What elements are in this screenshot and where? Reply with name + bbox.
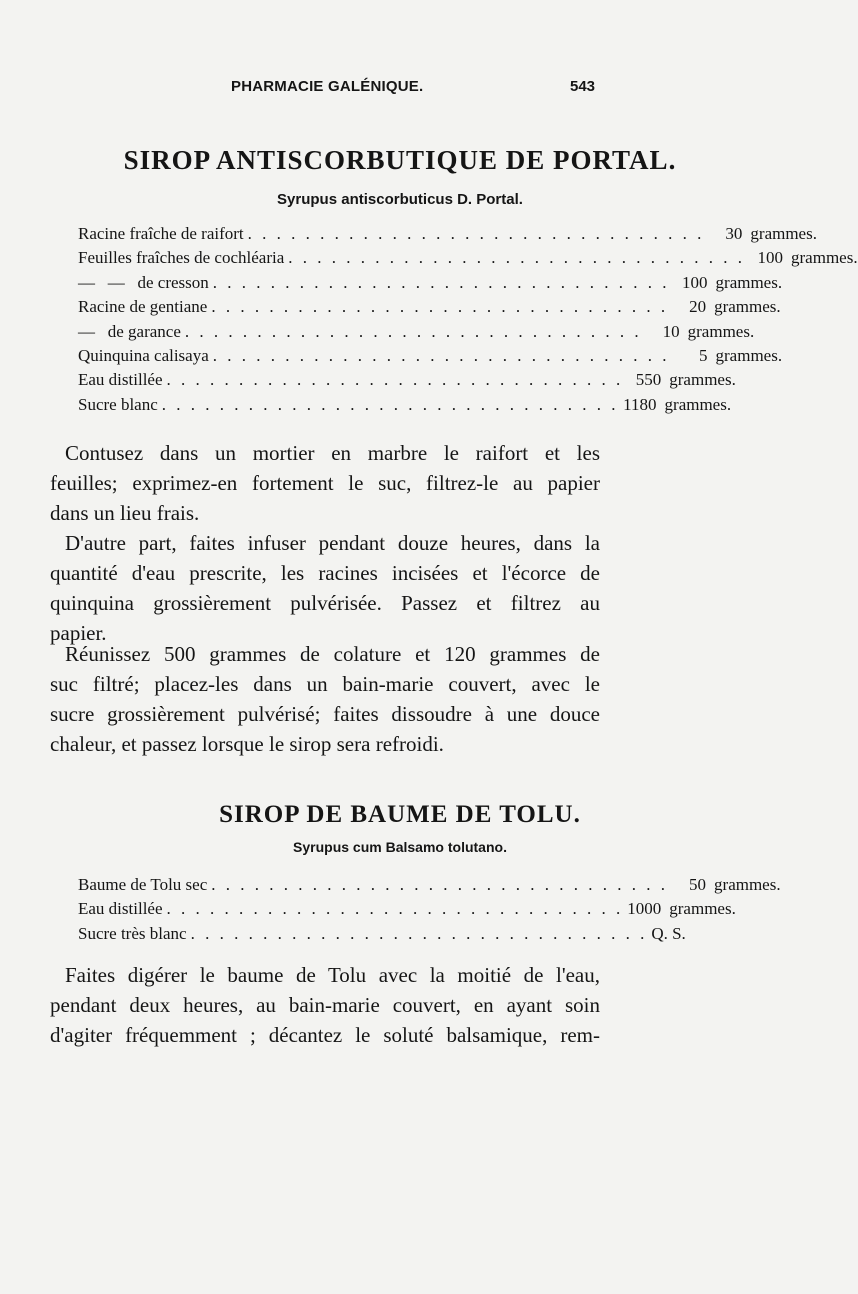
ingredient-unit: grammes. [687,321,755,341]
text-line: quinquina grossièrement pulvérisée. Passez et filtrez au [50,591,600,615]
running-head-title: PHARMACIE GALÉNIQUE. [231,78,424,95]
ingredient-unit: grammes. [715,345,783,365]
section-subtitle-tolu: Syrupus cum Balsamo tolutano. [293,839,507,855]
leader-dots: . . . . . . . . . . . . . . . . . . . . . . . . . . . . . . . . [211,297,669,317]
text-line: Contusez dans un mortier en marbre le raifort et les [65,441,600,465]
ingredient-qty: 5 [699,345,708,365]
ingredient-row [78,368,736,392]
page-number: 543 [570,78,596,95]
text-line: feuilles; exprimez-en fortement le suc, filtrez-le au papier [50,471,600,495]
ingredient-qty: 1000 [627,899,662,919]
ingredient-unit: grammes. [750,224,817,243]
leader-dots: . . . . . . . . . . . . . . . . . . . . . . . . . . . . . . . . [166,899,624,919]
ingredient-name: Eau distillée [78,899,163,919]
text-line: pendant deux heures, au bain-marie couvert, en ayant soin [50,993,600,1017]
ingredient-name: Sucre blanc [78,394,158,414]
paragraph-contusez [50,438,600,528]
section-title-antiscorbutique: SIROP ANTISCORBUTIQUE DE PORTAL. [123,145,677,175]
ingredient-unit: grammes. [669,899,736,919]
ingredient-unit: grammes. [791,248,858,268]
ingredient-row [78,922,686,946]
ingredient-qty: 100 [757,248,784,268]
ingredient-qty: Q. S. [651,923,686,943]
leader-dots: . . . . . . . . . . . . . . . . . . . . . . . . . . . . . . . . [166,370,624,390]
ingredient-name: Racine de gentiane [78,297,208,317]
section-subtitle-antiscorbutique: Syrupus antiscorbuticus D. Portal. [277,191,523,208]
ingredient-qty: 1180 [623,394,657,414]
ingredient-name: Quinquina calisaya [78,345,209,365]
ingredient-row [78,897,736,921]
ingredient-row [78,271,783,295]
leader-dots: . . . . . . . . . . . . . . . . . . . . . . . . . . . . . . . . [190,923,648,943]
paragraph-infuser [50,528,600,648]
ingredient-row [78,295,781,319]
ingredient-row [78,344,783,368]
ingredient-qty: 10 [662,321,680,341]
recipe-tolu [78,873,781,946]
text-line: dans un lieu frais. [50,501,200,525]
text-line: sucre grossièrement pulvérisé; faites dissoudre à une douce [50,702,600,726]
text-line: D'autre part, faites infuser pendant douze heures, dans la [65,531,600,555]
leader-dots: . . . . . . . . . . . . . . . . . . . . . . . . . . . . . . . . [247,224,705,243]
text-line: suc filtré; placez-les dans un bain-marie couvert, avec le [50,672,600,696]
ingredient-qty: 550 [635,370,662,390]
ingredient-row [78,246,858,270]
ingredient-row [78,320,755,344]
leader-dots: . . . . . . . . . . . . . . . . . . . . . . . . . . . . . . . . [212,272,670,292]
leader-dots: . . . . . . . . . . . . . . . . . . . . . . . . . . . . . . . . [288,248,746,268]
leader-dots: . . . . . . . . . . . . . . . . . . . . . . . . . . . . . . . . [211,875,669,894]
ingredient-unit: grammes. [714,875,781,894]
ingredient-qty: 30 [725,224,743,243]
paragraph-reunissez [50,639,600,759]
ingredient-name: Baume de Tolu sec [78,875,208,894]
ingredient-unit: grammes. [664,394,732,414]
text-line: Faites digérer le baume de Tolu avec la moitié de l'eau, [65,963,600,987]
ingredient-qty: 100 [682,272,708,292]
recipe-antiscorbutique [78,222,858,417]
text-line: papier. [50,621,107,645]
text-line: chaleur, et passez lorsque le sirop sera refroidi. [50,732,444,756]
text-line: Réunissez 500 grammes de colature et 120 grammes de [65,642,600,666]
ingredient-name: — de garance [78,321,181,341]
ingredient-name: Sucre très blanc [78,923,187,943]
ingredient-name: Racine fraîche de raifort [78,224,244,243]
leader-dots: . . . . . . . . . . . . . . . . . . . . . . . . . . . . . . . . [184,321,642,341]
text-line: d'agiter fréquemment ; décantez le soluté balsamique, rem- [50,1023,600,1047]
ingredient-row [78,393,732,417]
ingredient-unit: grammes. [715,272,783,292]
ingredient-qty: 20 [689,297,707,317]
ingredient-unit: grammes. [714,297,781,317]
text-line: quantité d'eau prescrite, les racines incisées et l'écorce de [50,561,600,585]
section-title-tolu: SIROP DE BAUME DE TOLU. [219,801,581,828]
ingredient-row [78,222,817,246]
running-head [0,76,800,100]
ingredient-row [78,873,781,897]
ingredient-name: Feuilles fraîches de cochléaria [78,248,285,268]
ingredient-name: — — de cresson [78,272,209,292]
ingredient-qty: 50 [689,875,707,894]
leader-dots: . . . . . . . . . . . . . . . . . . . . . . . . . . . . . . . . [161,394,619,414]
ingredient-name: Eau distillée [78,370,163,390]
leader-dots: . . . . . . . . . . . . . . . . . . . . . . . . . . . . . . . . [212,345,670,365]
paragraph-digerer [50,960,600,1050]
ingredient-unit: grammes. [669,370,736,390]
